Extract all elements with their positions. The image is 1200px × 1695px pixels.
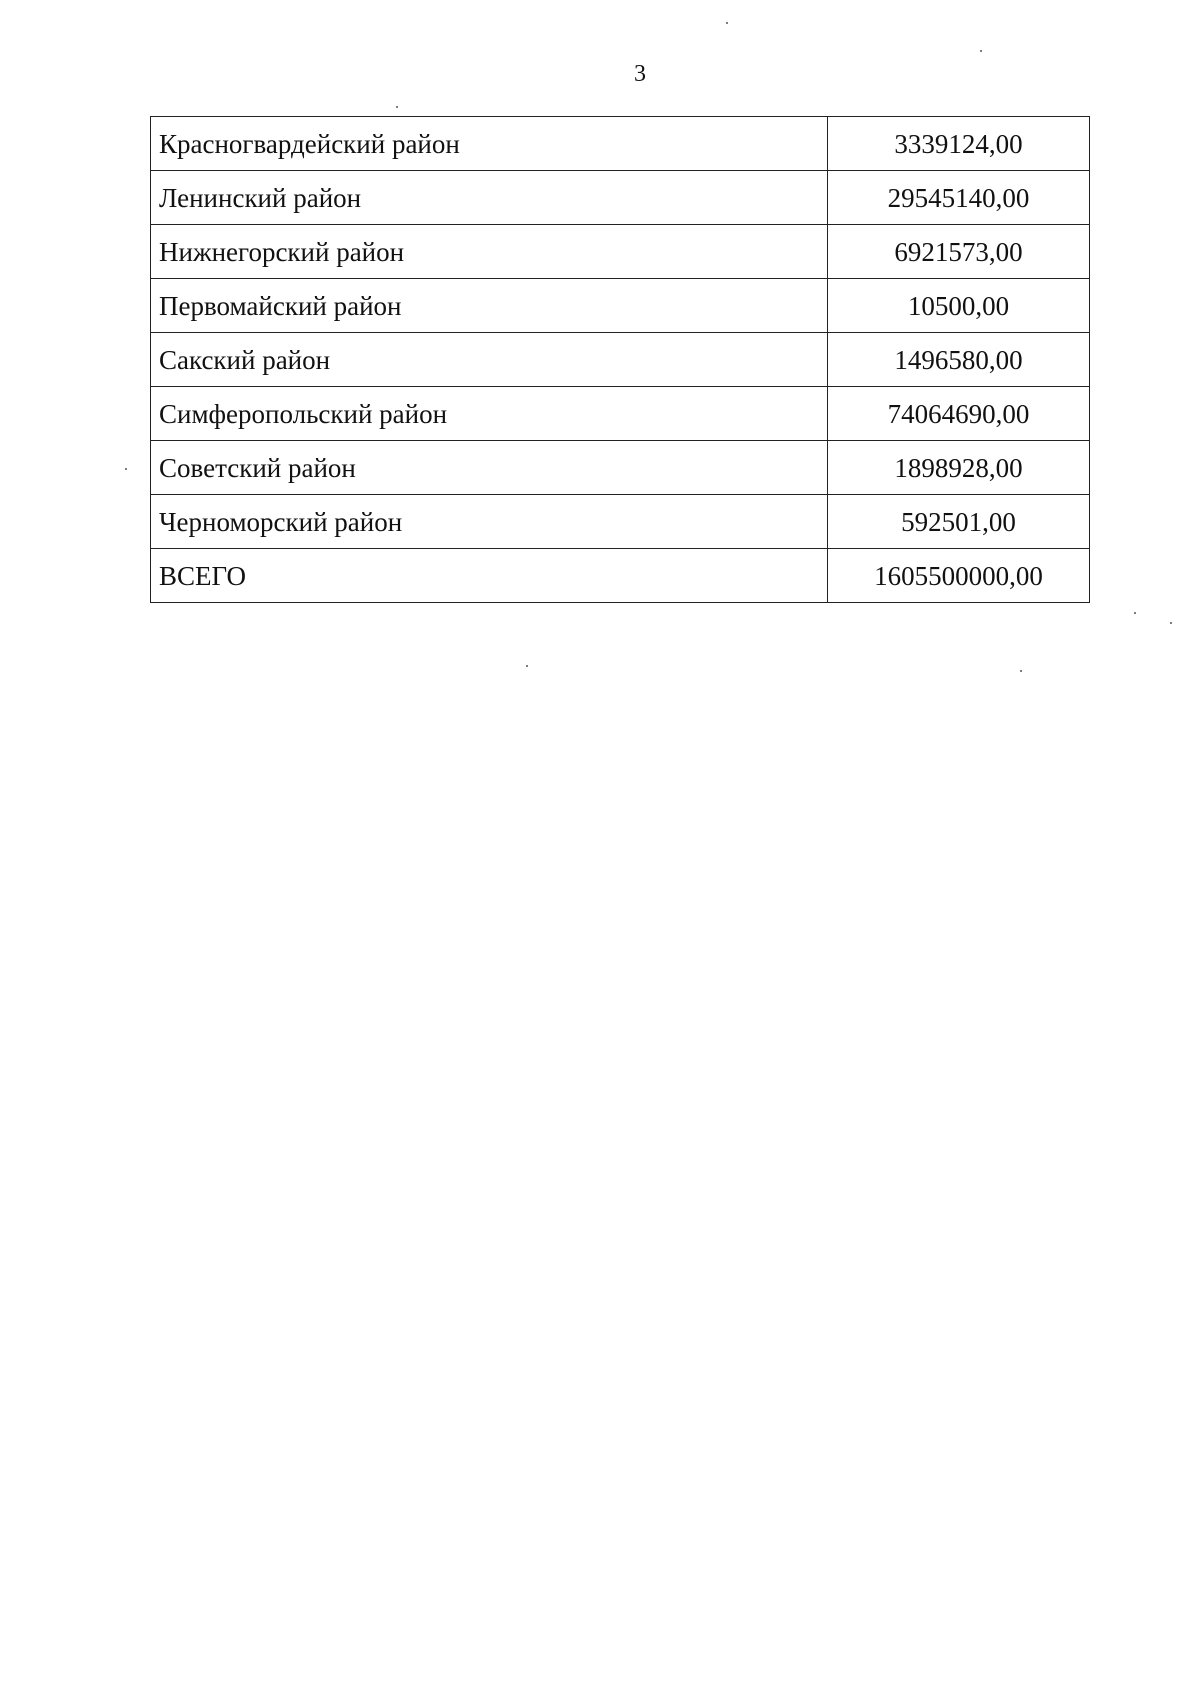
table-row — [151, 279, 1090, 333]
amount-cell: 3339124,00 — [828, 117, 1090, 171]
scan-speck — [396, 106, 398, 108]
scan-speck — [980, 50, 982, 52]
table-row — [151, 441, 1090, 495]
amount-cell: 74064690,00 — [828, 387, 1090, 441]
table-row — [151, 117, 1090, 171]
table-row — [151, 171, 1090, 225]
scan-speck — [1134, 612, 1136, 614]
district-name-cell: Красногвардейский район — [151, 117, 828, 171]
district-name-cell: Черноморский район — [151, 495, 828, 549]
scan-speck — [726, 22, 728, 24]
table-row — [151, 333, 1090, 387]
district-name-cell: Нижнегорский район — [151, 225, 828, 279]
district-name-cell: Сакский район — [151, 333, 828, 387]
scan-speck — [1170, 622, 1172, 624]
district-name-cell: Симферопольский район — [151, 387, 828, 441]
amount-cell: 10500,00 — [828, 279, 1090, 333]
table-row — [151, 225, 1090, 279]
total-amount-cell: 1605500000,00 — [828, 549, 1090, 603]
scan-speck — [125, 468, 127, 470]
table-total-row — [151, 549, 1090, 603]
table-row — [151, 387, 1090, 441]
district-amounts-table-wrapper — [150, 116, 1090, 603]
scan-speck — [526, 665, 528, 667]
scan-speck — [1020, 670, 1022, 672]
district-amounts-table — [150, 116, 1090, 603]
amount-cell: 592501,00 — [828, 495, 1090, 549]
table-row — [151, 495, 1090, 549]
district-name-cell: Советский район — [151, 441, 828, 495]
page-number: 3 — [634, 61, 646, 87]
amount-cell: 1496580,00 — [828, 333, 1090, 387]
total-label-cell: ВСЕГО — [151, 549, 828, 603]
amount-cell: 6921573,00 — [828, 225, 1090, 279]
district-name-cell: Первомайский район — [151, 279, 828, 333]
amount-cell: 29545140,00 — [828, 171, 1090, 225]
district-name-cell: Ленинский район — [151, 171, 828, 225]
amount-cell: 1898928,00 — [828, 441, 1090, 495]
